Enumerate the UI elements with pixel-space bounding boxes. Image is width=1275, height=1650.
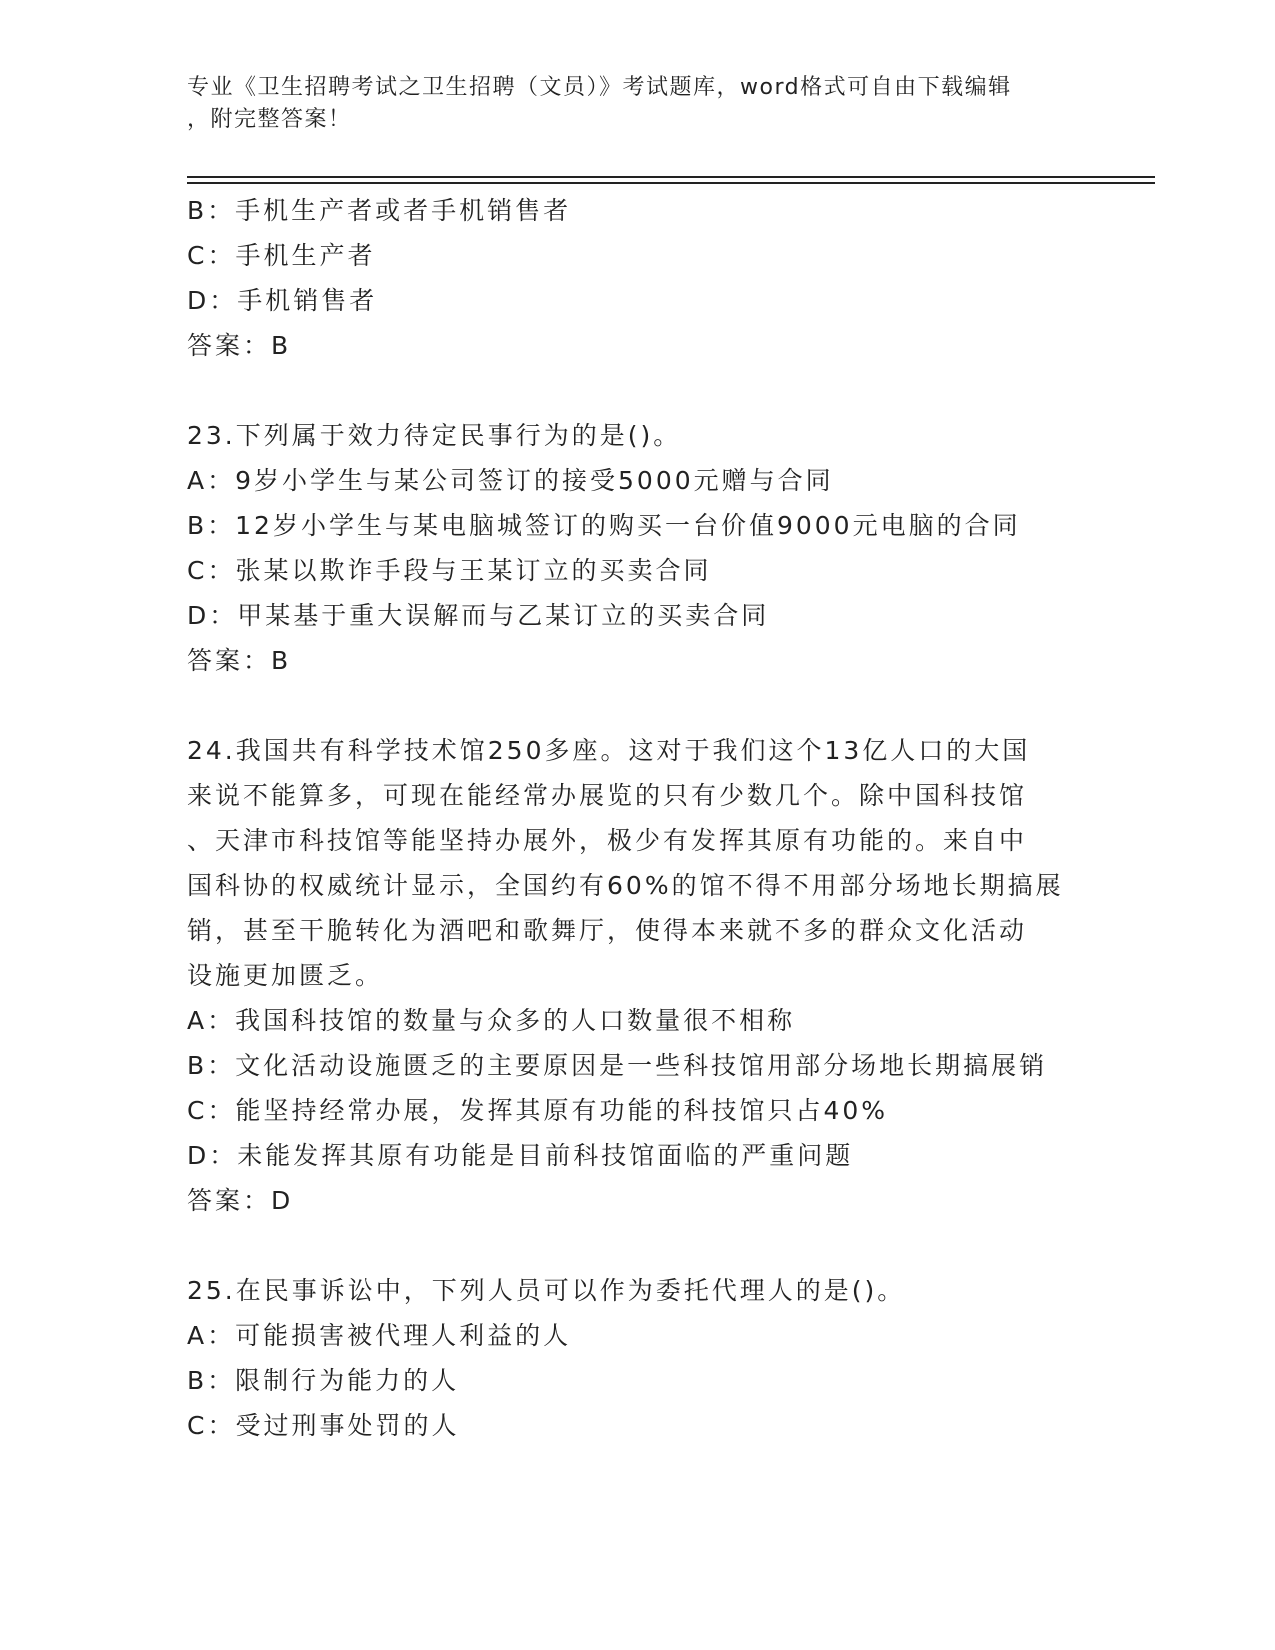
option-a: A：9岁小学生与某公司签订的接受5000元赠与合同: [187, 466, 834, 495]
question-content: [187, 188, 1087, 1448]
option-a: A：可能损害被代理人利益的人: [187, 1321, 572, 1350]
option-d: D：手机销售者: [187, 286, 378, 315]
question-23-stem: 23.下列属于效力待定民事行为的是()。: [187, 421, 682, 450]
option-c: C：能坚持经常办展，发挥其原有功能的科技馆只占40%: [187, 1096, 889, 1125]
option-c: C：张某以欺诈手段与王某订立的买卖合同: [187, 556, 712, 585]
question-24-stem-line: 24.我国共有科学技术馆250多座。这对于我们这个13亿人口的大国: [187, 736, 1031, 765]
answer-line: 答案：B: [187, 331, 292, 360]
document-header: [187, 72, 1087, 136]
header-divider-bottom: [187, 182, 1155, 184]
question-24-stem-line: 国科协的权威统计显示，全国约有60%的馆不得不用部分场地长期搞展: [187, 871, 1064, 900]
header-line-2: ，附完整答案！: [187, 107, 352, 132]
question-24-stem-line: 销，甚至干脆转化为酒吧和歌舞厅，使得本来就不多的群众文化活动: [187, 916, 1028, 945]
header-divider-top: [187, 176, 1155, 178]
question-24-stem-line: 设施更加匮乏。: [187, 961, 384, 990]
option-b: B：文化活动设施匮乏的主要原因是一些科技馆用部分场地长期搞展销: [187, 1051, 1048, 1080]
option-b: B：手机生产者或者手机销售者: [187, 196, 572, 225]
option-b: B：12岁小学生与某电脑城签订的购买一台价值9000元电脑的合同: [187, 511, 1021, 540]
spacer: [187, 683, 1087, 728]
answer-line: 答案：D: [187, 1186, 294, 1215]
option-c: C：手机生产者: [187, 241, 376, 270]
question-25-stem: 25.在民事诉讼中，下列人员可以作为委托代理人的是()。: [187, 1276, 906, 1305]
option-d: D：未能发挥其原有功能是目前科技馆面临的严重问题: [187, 1141, 854, 1170]
header-line-1: 专业《卫生招聘考试之卫生招聘（文员）》考试题库，word格式可自由下载编辑: [187, 75, 1012, 100]
option-b: B：限制行为能力的人: [187, 1366, 460, 1395]
answer-line: 答案：B: [187, 646, 292, 675]
spacer: [187, 368, 1087, 413]
option-d: D：甲某基于重大误解而与乙某订立的买卖合同: [187, 601, 770, 630]
option-a: A：我国科技馆的数量与众多的人口数量很不相称: [187, 1006, 796, 1035]
question-24-stem-line: 、天津市科技馆等能坚持办展外，极少有发挥其原有功能的。来自中: [187, 826, 1028, 855]
question-24-stem-line: 来说不能算多，可现在能经常办展览的只有少数几个。除中国科技馆: [187, 781, 1028, 810]
spacer: [187, 1223, 1087, 1268]
option-c: C：受过刑事处罚的人: [187, 1411, 460, 1440]
